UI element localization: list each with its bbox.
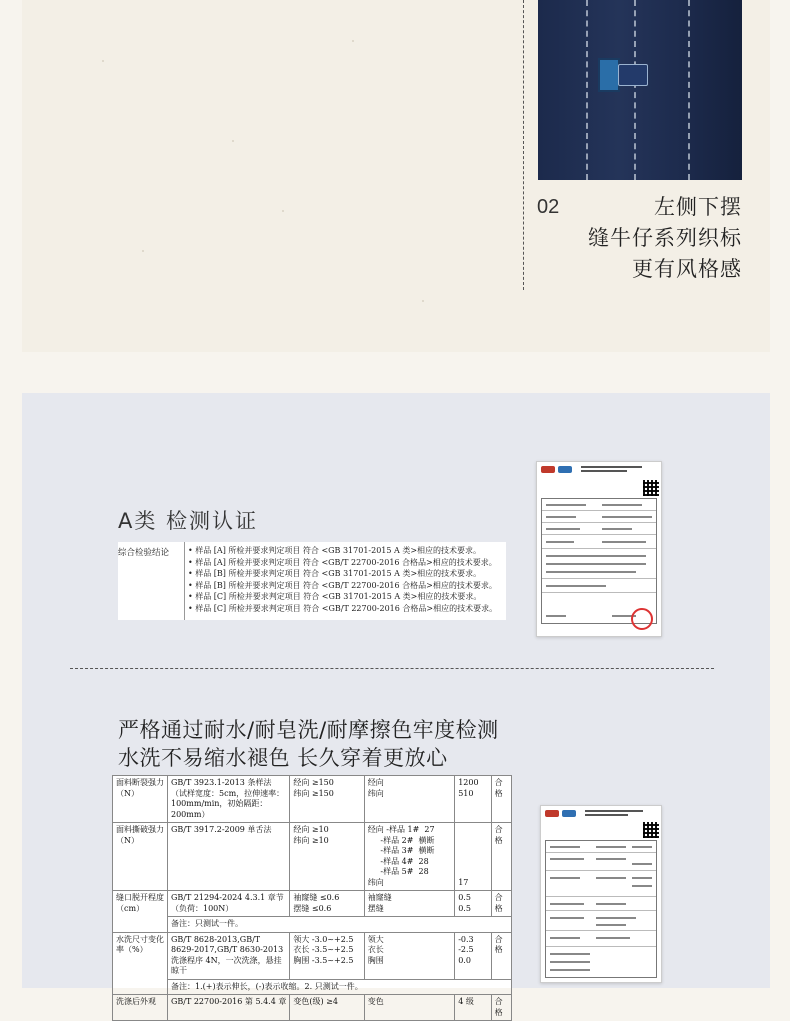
feature-line-2: 缝牛仔系列织标 — [588, 226, 742, 250]
cma-logo-icon — [545, 810, 559, 817]
spec-item: 领大 衣长 胸围 — [364, 932, 454, 979]
cert-b-heading-line-2: 水洗不易缩水褪色 长久穿着更放心 — [118, 746, 448, 770]
qr-code-icon — [643, 822, 659, 838]
cert-item: • 样品 [C] 所检并要求判定项目 符合 <GB 31701-2015 A 类>相应的技术要求。 — [188, 592, 482, 602]
spec-requirement: 变色(级) ≥4 — [290, 995, 364, 1021]
cert-conclusion-strip — [118, 542, 506, 620]
spec-item: 变色 — [364, 995, 454, 1021]
spec-verdict: 合格 — [491, 932, 511, 979]
test-report-thumbnail-a — [536, 461, 662, 637]
spec-requirement: 经向 ≥10 纬向 ≥10 — [290, 823, 364, 891]
cma-logo-icon — [541, 466, 555, 473]
spec-table — [112, 775, 512, 1021]
report-header — [537, 462, 661, 476]
spec-verdict: 合格 — [491, 776, 511, 823]
woven-label-icon — [618, 64, 648, 86]
table-note-row — [113, 917, 512, 933]
feature-divider-line — [523, 0, 524, 290]
spec-requirement: 经向 ≥150 纬向 ≥150 — [290, 776, 364, 823]
report-header — [541, 806, 661, 820]
cert-item: • 样品 [B] 所检并要求判定项目 符合 <GB 31701-2015 A 类>相应的技术要求。 — [188, 569, 482, 579]
spec-verdict: 合格 — [491, 995, 511, 1021]
spec-method: GB/T 8628-2013,GB/T 8629-2017,GB/T 8630-2013 洗涤程序 4N，一次洗涤，悬挂 晾干 — [168, 932, 290, 979]
section-divider — [70, 668, 714, 669]
report-title-lines — [581, 464, 657, 474]
table-row — [113, 776, 512, 823]
red-seal-icon — [631, 608, 653, 630]
spec-method: GB/T 3923.1-2013 条样法 （试样宽度：5cm，拉伸速率： 100mm/min，初始隔距： 200mm） — [168, 776, 290, 823]
table-row — [113, 995, 512, 1021]
report-title-lines — [585, 808, 657, 818]
cert-item: • 样品 [B] 所检并要求判定项目 符合 <GB/T 22700-2016 合格品>相应的技术要求。 — [188, 580, 497, 590]
spec-requirement: 领大 -3.0~+2.5 衣长 -3.5~+2.5 胸围 -3.5~+2.5 — [290, 932, 364, 979]
spec-result: 1200 510 — [455, 776, 491, 823]
report-table — [545, 840, 657, 978]
spec-method: GB/T 21294-2024 4.3.1 章节 （负荷：100N） — [168, 891, 290, 917]
spec-name: 洗涤后外观 — [113, 995, 168, 1021]
spec-requirement: 袖窿缝 ≤0.6 摆缝 ≤0.6 — [290, 891, 364, 917]
spec-result: 4 级 — [455, 995, 491, 1021]
spec-verdict: 合格 — [491, 823, 511, 891]
cert-item: • 样品 [A] 所检并要求判定项目 符合 <GB 31701-2015 A 类>相应的技术要求。 — [188, 546, 482, 555]
table-note-row — [113, 979, 512, 995]
cert-conclusion-list — [188, 545, 497, 615]
spec-name: 水洗尺寸变化率（%） — [113, 932, 168, 995]
cnas-logo-icon — [558, 466, 572, 473]
spec-result: 0.5 0.5 — [455, 891, 491, 917]
table-row — [113, 891, 512, 917]
cert-conclusion-label: 综合检验结论 — [118, 548, 170, 558]
spec-item: 经向 -样品 1# 27 -样品 2# 横断 -样品 3# 横断 -样品 4# 28 -样品 5# 28 纬向 — [364, 823, 454, 891]
feature-description — [588, 192, 742, 285]
cert-b-heading-line-1: 严格通过耐水/耐皂洗/耐摩擦色牢度检测 — [118, 718, 499, 742]
spec-verdict: 合格 — [491, 891, 511, 917]
belt-loop-icon — [598, 58, 620, 92]
feature-line-1: 左侧下摆 — [654, 195, 742, 219]
spec-item: 经向 纬向 — [364, 776, 454, 823]
cert-a-heading: A类 检测认证 — [118, 509, 259, 533]
spec-table-excerpt — [112, 775, 512, 1017]
spec-note: 备注：只测试一件。 — [168, 917, 512, 933]
spec-name: 面料断裂强力（N） — [113, 776, 168, 823]
cert-strip-divider — [184, 542, 185, 620]
spec-note: 备注：1.(+)表示伸长，(-)表示收缩。2. 只测试一件。 — [168, 979, 512, 995]
table-row — [113, 932, 512, 979]
qr-code-icon — [643, 480, 659, 496]
cert-item: • 样品 [A] 所检并要求判定项目 符合 <GB/T 22700-2016 合格品>相应的技术要求。 — [188, 557, 497, 567]
spec-method: GB/T 3917.2-2009 单舌法 — [168, 823, 290, 891]
spec-name: 面料撕破强力（N） — [113, 823, 168, 891]
spec-name: 缝口脱开程度（cm） — [113, 891, 168, 933]
cert-item: • 样品 [C] 所检并要求判定项目 符合 <GB/T 22700-2016 合格品>相应的技术要求。 — [188, 603, 498, 613]
spec-item: 袖窿缝 摆缝 — [364, 891, 454, 917]
spec-result: -0.3 -2.5 0.0 — [455, 932, 491, 979]
feature-line-3: 更有风格感 — [632, 257, 742, 281]
test-report-thumbnail-b — [540, 805, 662, 983]
denim-detail-photo — [538, 0, 742, 180]
table-row — [113, 823, 512, 891]
cnas-logo-icon — [562, 810, 576, 817]
report-table — [541, 498, 657, 624]
feature-number: 02 — [537, 196, 560, 218]
cert-b-heading — [118, 716, 499, 772]
spec-method: GB/T 22700-2016 第 5.4.4 章 — [168, 995, 290, 1021]
spec-result: 17 — [455, 823, 491, 891]
